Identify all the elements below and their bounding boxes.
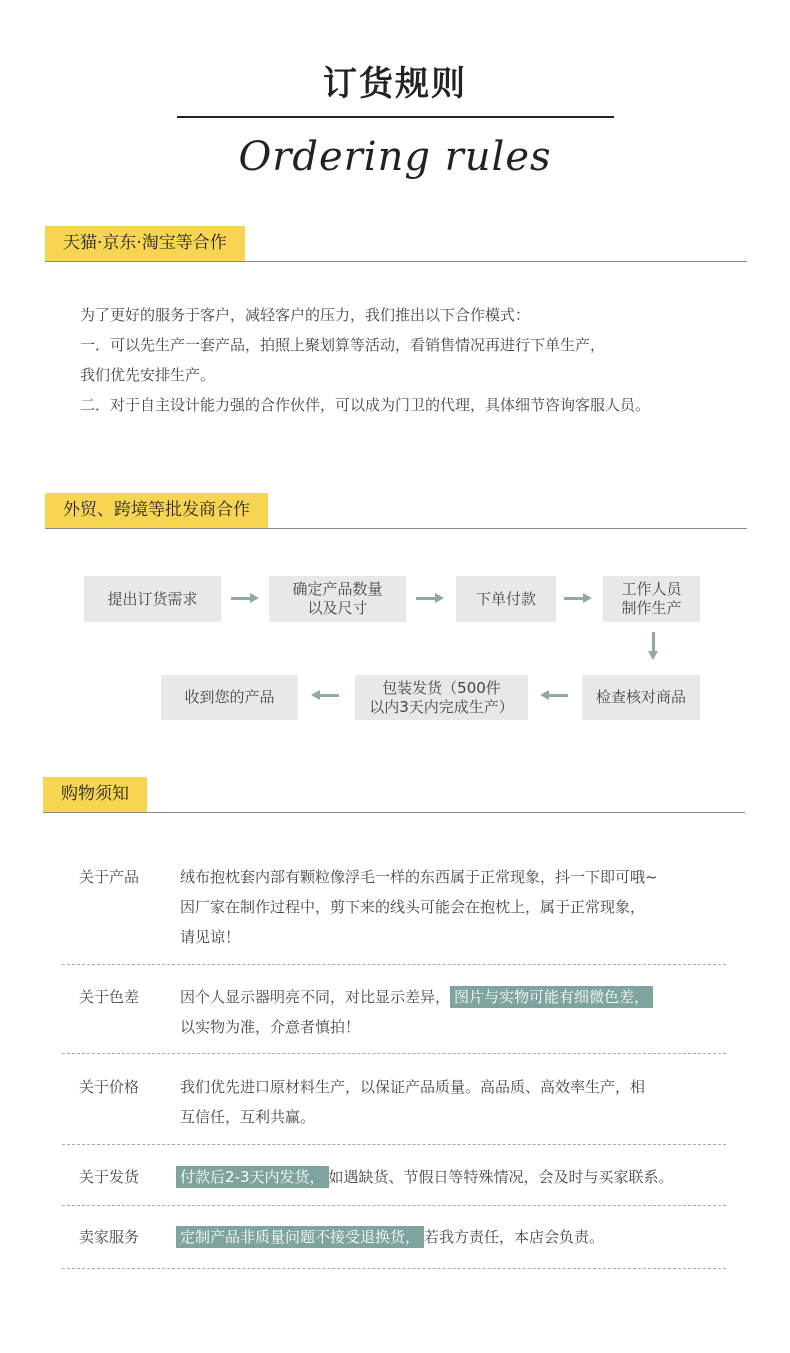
- notice-text-plain: 因个人显示器明亮不同，对比显示差异，: [180, 988, 451, 1006]
- arrow-down-icon: [652, 632, 655, 652]
- arrow-left-icon: [548, 694, 568, 697]
- notice-line: [176, 1222, 736, 1252]
- page-title: 订货规则: [323, 64, 467, 104]
- step-text: 收到您的产品: [184, 688, 275, 706]
- step-production: [603, 576, 700, 622]
- notice-label: 关于价格: [79, 1078, 140, 1096]
- intro-line: 为了更好的服务于客户，减轻客户的压力，我们推出以下合作模式：: [80, 306, 531, 324]
- notice-text: [176, 1162, 736, 1192]
- row-divider: [62, 1205, 726, 1206]
- notice-text: [176, 1222, 736, 1252]
- step-text: 以内3天内完成生产）: [369, 697, 514, 716]
- step-confirm-quantity: [269, 576, 406, 622]
- notice-line: 互信任，互利共赢。: [180, 1108, 316, 1126]
- intro-line: 一．可以先生产一套产品，拍照上聚划算等活动，看销售情况再进行下单生产，: [80, 336, 606, 354]
- notice-text: [180, 862, 740, 952]
- step-text: 提出订货需求: [107, 589, 198, 608]
- notice-highlight: 定制产品非质量问题不接受退换货，: [176, 1226, 424, 1248]
- step-text: 以及尺寸: [307, 599, 368, 617]
- section-header-notice: [43, 777, 745, 813]
- notice-label: 关于产品: [79, 868, 140, 886]
- platform-intro: [80, 300, 760, 420]
- notice-line: 因厂家在制作过程中，剪下来的线头可能会在抱枕上，属于正常现象，: [180, 898, 646, 916]
- step-inspection: [582, 675, 700, 720]
- notice-label: 关于发货: [79, 1168, 140, 1186]
- notice-line: 以实物为准，介意者慎拍！: [180, 1018, 361, 1036]
- title-divider: [177, 116, 614, 118]
- section-tag-wholesale: 外贸、跨境等批发商合作: [45, 493, 268, 528]
- step-text: 下单付款: [475, 589, 536, 608]
- step-payment: [456, 576, 556, 622]
- notice-label: 卖家服务: [79, 1228, 140, 1246]
- notice-text-plain: 如遇缺货、节假日等特殊情况，会及时与买家联系。: [328, 1168, 674, 1186]
- notice-label: 关于色差: [79, 988, 140, 1006]
- row-divider: [62, 964, 726, 965]
- notice-line: 请见谅！: [180, 928, 241, 946]
- step-receive: [161, 675, 298, 720]
- step-text: 检查核对商品: [595, 688, 686, 706]
- row-divider: [62, 1268, 726, 1269]
- arrow-left-icon: [319, 694, 339, 697]
- step-text: 确定产品数量: [292, 580, 383, 598]
- notice-line: 绒布抱枕套内部有颗粒像浮毛一样的东西属于正常现象，抖一下即可哦~: [180, 868, 658, 886]
- step-text: 制作生产: [621, 599, 682, 617]
- step-submit-order: [84, 576, 221, 622]
- section-header-wholesale: [45, 493, 747, 529]
- notice-text: [180, 982, 740, 1042]
- notice-text-plain: 若我方责任，本店会负责。: [424, 1228, 605, 1246]
- notice-line: [180, 982, 740, 1012]
- row-divider: [62, 1144, 726, 1145]
- section-header-platform: [45, 226, 747, 262]
- intro-line: 二．对于自主设计能力强的合作伙伴，可以成为门卫的代理，具体细节咨询客服人员。: [80, 396, 651, 414]
- notice-text: [180, 1072, 740, 1132]
- notice-highlight: 付款后2-3天内发货，: [176, 1166, 329, 1188]
- page-subtitle: Ordering rules: [238, 134, 552, 180]
- notice-highlight: 图片与实物可能有细微色差，: [450, 986, 653, 1008]
- arrow-right-icon: [231, 597, 251, 600]
- step-shipping: [355, 675, 528, 720]
- arrow-right-icon: [564, 597, 584, 600]
- notice-line: 我们优先进口原材料生产，以保证产品质量。高品质、高效率生产，相: [180, 1078, 646, 1096]
- section-tag-notice: 购物须知: [43, 777, 147, 812]
- arrow-right-icon: [416, 597, 436, 600]
- step-text: 包装发货（500件: [382, 678, 501, 697]
- row-divider: [62, 1053, 726, 1054]
- step-text: 工作人员: [621, 580, 682, 598]
- intro-line: 我们优先安排生产。: [80, 366, 216, 384]
- section-tag-platform: 天猫·京东·淘宝等合作: [45, 226, 245, 261]
- notice-line: [176, 1162, 736, 1192]
